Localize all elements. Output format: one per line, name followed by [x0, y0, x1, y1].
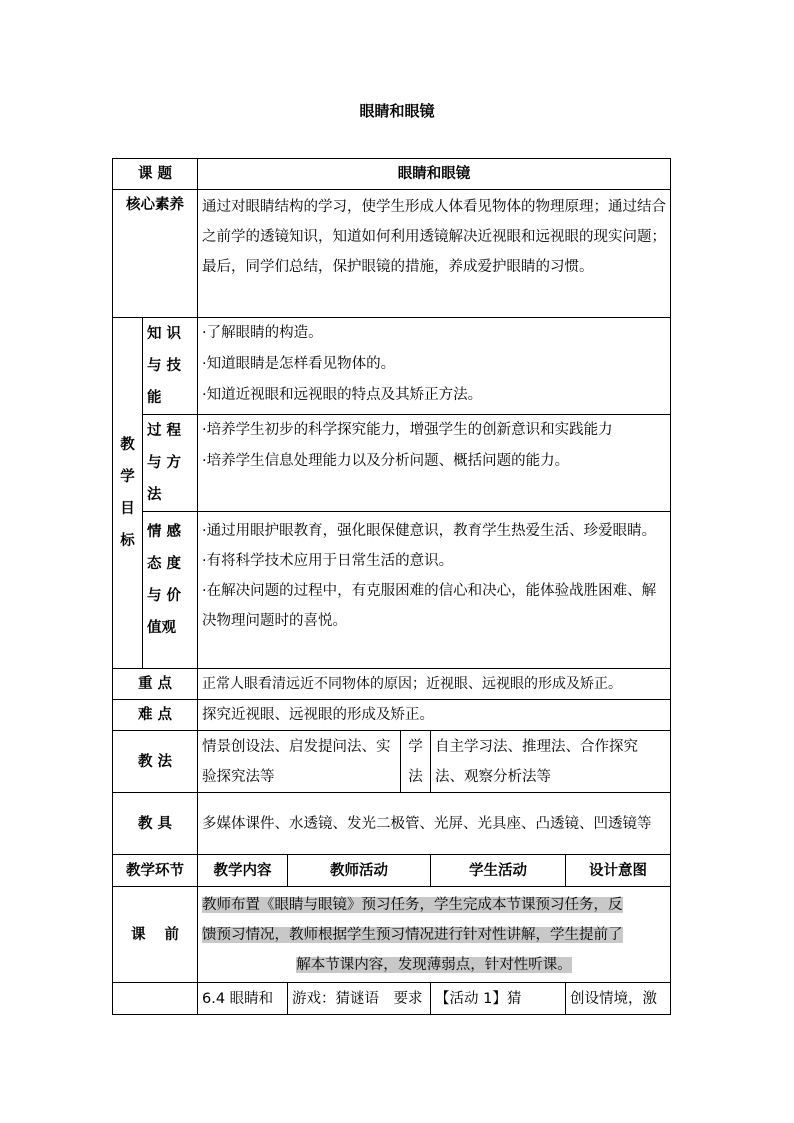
label-line: 过 程 — [147, 423, 182, 439]
goal-process-row — [113, 415, 671, 512]
goal-label-char: 标 — [120, 533, 135, 549]
label-line: 法 — [147, 487, 162, 503]
difficult-point-text: 探究近视眼、远视眼的形成及矫正。 — [198, 700, 671, 731]
goal-label-char: 目 — [120, 501, 135, 517]
learning-method-label — [401, 731, 431, 793]
header-student: 学生活动 — [431, 855, 566, 887]
topic-value: 眼睛和眼镜 — [198, 159, 671, 190]
header-stage: 教学环节 — [113, 855, 198, 887]
label-char: 前 — [164, 926, 179, 943]
goal-emotion-row — [113, 512, 671, 669]
label-line: 与 技 — [147, 358, 182, 374]
process-method-items — [198, 415, 671, 512]
page-title: 眼睛和眼镜 — [359, 102, 435, 120]
lesson-teacher-activity: 游戏：猜谜语 要求 — [288, 983, 431, 1015]
key-point-row — [113, 669, 671, 700]
label-line: 与 方 — [147, 455, 182, 471]
goal-item: ·培养学生信息处理能力以及分析问题、概括问题的能力。 — [202, 453, 570, 469]
core-literacy-text: 通过对眼睛结构的学习，使学生形成人体看见物体的物理原理；通过结合之前学的透镜知识，知道如何利用透镜解决近视眼和远视眼的现实问题；最后，同学们总结，保护眼镜的措施，养成爱护眼睛的习惯。 — [198, 190, 671, 318]
preclass-label — [113, 887, 198, 983]
label-line: 值观 — [147, 620, 176, 636]
label-line: 情 感 — [147, 524, 182, 540]
process-method-label — [143, 415, 198, 512]
key-point-text: 正常人眼看清远近不同物体的原因；近视眼、远视眼的形成及矫正。 — [198, 669, 671, 700]
goal-item: ·培养学生初步的科学探究能力，增强学生的创新意识和实践能力 — [202, 422, 613, 438]
label-line: 知 识 — [147, 326, 182, 342]
teaching-tools-text: 多媒体课件、水透镜、发光二极管、光屏、光具座、凸透镜、凹透镜等 — [198, 793, 671, 855]
goal-label-char: 教 — [120, 437, 135, 453]
preclass-line: 馈预习情况，教师根据学生预习情况进行针对性讲解，学生提前了 — [202, 926, 623, 943]
lesson-content: 6.4 眼睛和 — [198, 983, 288, 1015]
method-row — [113, 731, 671, 793]
lesson-plan-table — [112, 158, 671, 1015]
goal-item: ·有将科学技术应用于日常生活的意识。 — [202, 553, 454, 569]
label-char: 课 — [131, 926, 146, 943]
lesson-row — [113, 983, 671, 1015]
teaching-method-label: 教 法 — [113, 731, 198, 793]
lesson-stage-cell — [113, 983, 198, 1015]
topic-row — [113, 159, 671, 190]
goal-item: ·知道近视眼和远视眼的特点及其矫正方法。 — [202, 387, 483, 403]
label-line: 态 度 — [147, 556, 182, 572]
goal-knowledge-row — [113, 318, 671, 415]
header-content: 教学内容 — [198, 855, 288, 887]
teaching-goals-label — [113, 318, 143, 669]
lesson-student-activity: 【活动 1】猜 — [431, 983, 566, 1015]
emotion-attitude-items — [198, 512, 671, 669]
knowledge-skill-label — [143, 318, 198, 415]
learning-method-text: 自主学习法、推理法、合作探究法、观察分析法等 — [431, 731, 671, 793]
goal-item: ·在解决问题的过程中，有克服困难的信心和决心，能体验战胜困难、解 决物理问题时的喜悦。 — [202, 583, 657, 629]
difficult-point-row — [113, 700, 671, 731]
label-line: 能 — [147, 390, 162, 406]
preclass-text — [198, 887, 671, 983]
knowledge-skill-items — [198, 318, 671, 415]
process-header-row — [113, 855, 671, 887]
lesson-design-intent: 创设情境，激 — [566, 983, 671, 1015]
preclass-row — [113, 887, 671, 983]
header-teacher: 教师活动 — [288, 855, 431, 887]
goal-label-char: 学 — [120, 469, 135, 485]
topic-label: 课 题 — [113, 159, 198, 190]
core-literacy-label: 核心素养 — [113, 190, 198, 318]
difficult-point-label: 难 点 — [113, 700, 198, 731]
teaching-method-text: 情景创设法、启发提问法、实验探究法等 — [198, 731, 401, 793]
goal-item: ·知道眼睛是怎样看见物体的。 — [202, 356, 396, 372]
header-intent: 设计意图 — [566, 855, 671, 887]
label-char: 学 — [408, 738, 423, 755]
emotion-attitude-label — [143, 512, 198, 669]
key-point-label: 重 点 — [113, 669, 198, 700]
goal-item: ·了解眼睛的构造。 — [202, 325, 323, 341]
goal-item: ·通过用眼护眼教育，强化眼保健意识，教育学生热爱生活、珍爱眼睛。 — [202, 523, 657, 539]
teaching-tools-label: 教 具 — [113, 793, 198, 855]
label-char: 法 — [408, 768, 423, 785]
label-line: 与 价 — [147, 588, 182, 604]
preclass-line: 解本节课内容，发现薄弱点，针对性听课。 — [296, 956, 572, 973]
preclass-line: 教师布置《眼睛与眼镜》预习任务，学生完成本节课预习任务，反 — [202, 896, 623, 913]
teaching-tools-row — [113, 793, 671, 855]
core-literacy-row — [113, 190, 671, 318]
